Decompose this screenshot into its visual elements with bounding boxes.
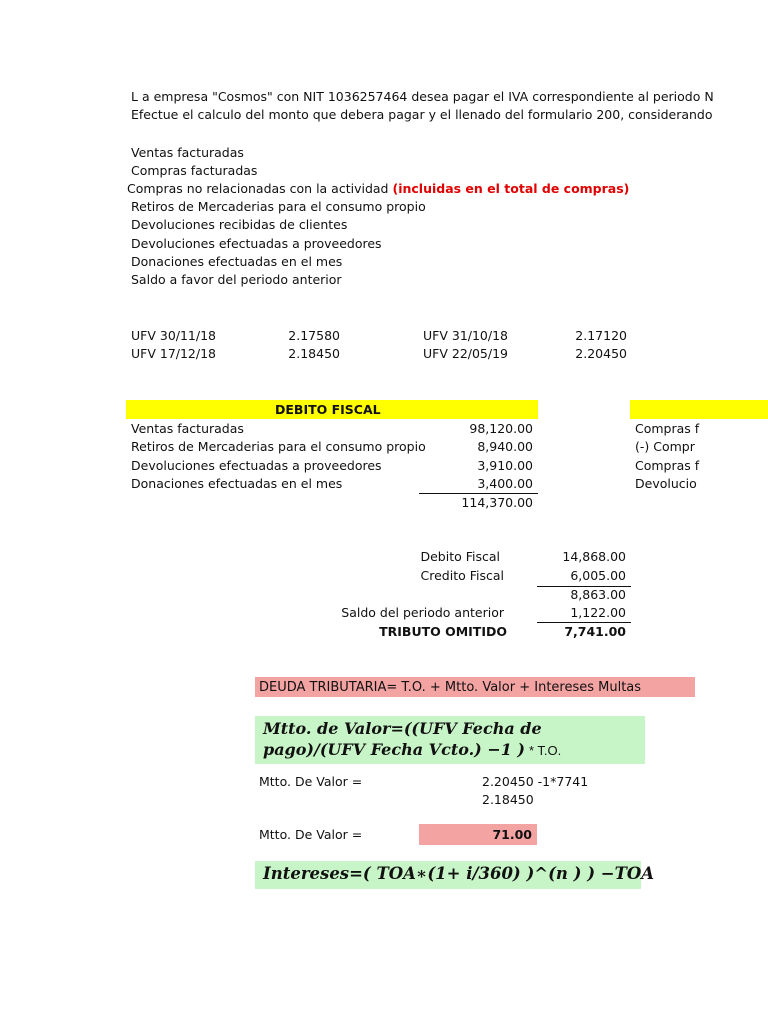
- debito-row-value: 98,120.00: [469, 421, 533, 436]
- ufv-value-1: 2.17580: [288, 328, 340, 343]
- debito-fiscal-header: DEBITO FISCAL: [275, 402, 381, 417]
- debito-total-divider: [419, 493, 538, 494]
- summary-saldo-value: 1,122.00: [570, 605, 626, 620]
- mtto-result-label: Mtto. De Valor =: [259, 827, 363, 842]
- intro-line-1: L a empresa "Cosmos" con NIT 1036257464 desea pagar el IVA correspondiente al periodo N: [131, 89, 714, 104]
- item-retiros: Retiros de Mercaderias para el consumo propio: [131, 199, 426, 214]
- summary-divider-2: [537, 622, 631, 623]
- credito-fiscal-header-bar: [630, 400, 768, 419]
- deuda-tributaria-formula: DEUDA TRIBUTARIA= T.O. + Mtto. Valor + Intereses Multas: [259, 680, 642, 695]
- summary-credito-label: Credito Fiscal: [420, 568, 504, 583]
- ufv-label-1: UFV 30/11/18: [131, 328, 217, 343]
- ufv-label-4: UFV 22/05/19: [423, 346, 509, 361]
- ufv-label-2: UFV 31/10/18: [423, 328, 509, 343]
- debito-row-value: 3,400.00: [477, 476, 533, 491]
- credito-row-partial: Devolucio: [635, 476, 697, 491]
- summary-diff-value: 8,863.00: [570, 587, 626, 602]
- item-ventas: Ventas facturadas: [131, 145, 244, 160]
- ufv-label-3: UFV 17/12/18: [131, 346, 217, 361]
- item-donaciones: Donaciones efectuadas en el mes: [131, 254, 343, 269]
- debito-row-label: Retiros de Mercaderias para el consumo propio: [131, 439, 426, 454]
- item-devoluciones-recibidas: Devoluciones recibidas de clientes: [131, 217, 348, 232]
- intro-line-2: Efectue el calculo del monto que debera pagar y el llenado del formulario 200, considerando: [131, 107, 713, 122]
- debito-row-label: Devoluciones efectuadas a proveedores: [131, 458, 382, 473]
- intereses-formula: Intereses=( TOA∗(1+ i/360) )^(n ) ) −TOA: [263, 864, 655, 883]
- credito-row-partial: (-) Compr: [635, 439, 695, 454]
- ufv-value-4: 2.20450: [575, 346, 627, 361]
- ufv-value-2: 2.17120: [575, 328, 627, 343]
- tributo-omitido-label: TRIBUTO OMITIDO: [379, 624, 507, 639]
- mtto-calc-label: Mtto. De Valor =: [259, 774, 363, 789]
- summary-credito-value: 6,005.00: [570, 568, 626, 583]
- debito-row-value: 3,910.00: [477, 458, 533, 473]
- debito-total: 114,370.00: [461, 495, 533, 510]
- item-compras-no-relacionadas: [127, 181, 629, 196]
- mtto-formula-suffix: * T.O.: [528, 743, 562, 758]
- summary-debito-value: 14,868.00: [562, 549, 626, 564]
- debito-row-value: 8,940.00: [477, 439, 533, 454]
- credito-row-partial: Compras f: [635, 421, 700, 436]
- mtto-formula-line-2: pago)/(UFV Fecha Vcto.) −1 ): [263, 740, 525, 759]
- item-compras-no-relacionadas-note: (incluidas en el total de compras): [392, 181, 630, 196]
- mtto-formula-line-2-wrap: [263, 740, 561, 759]
- item-devoluciones-efectuadas: Devoluciones efectuadas a proveedores: [131, 236, 382, 251]
- item-compras-no-relacionadas-label: Compras no relacionadas con la actividad: [127, 181, 389, 196]
- item-saldo: Saldo a favor del periodo anterior: [131, 272, 342, 287]
- mtto-calc-numerator: 2.20450 -1*7741: [482, 774, 589, 789]
- mtto-result-value: 71.00: [492, 827, 532, 842]
- summary-debito-label: Debito Fiscal: [420, 549, 500, 564]
- item-compras: Compras facturadas: [131, 163, 258, 178]
- credito-row-partial: Compras f: [635, 458, 700, 473]
- mtto-formula-line-1: Mtto. de Valor=((UFV Fecha de: [263, 719, 542, 738]
- debito-row-label: Donaciones efectuadas en el mes: [131, 476, 343, 491]
- tributo-omitido-value: 7,741.00: [564, 624, 626, 639]
- summary-saldo-label: Saldo del periodo anterior: [341, 605, 504, 620]
- ufv-value-3: 2.18450: [288, 346, 340, 361]
- debito-row-label: Ventas facturadas: [131, 421, 244, 436]
- mtto-calc-denominator: 2.18450: [482, 792, 534, 807]
